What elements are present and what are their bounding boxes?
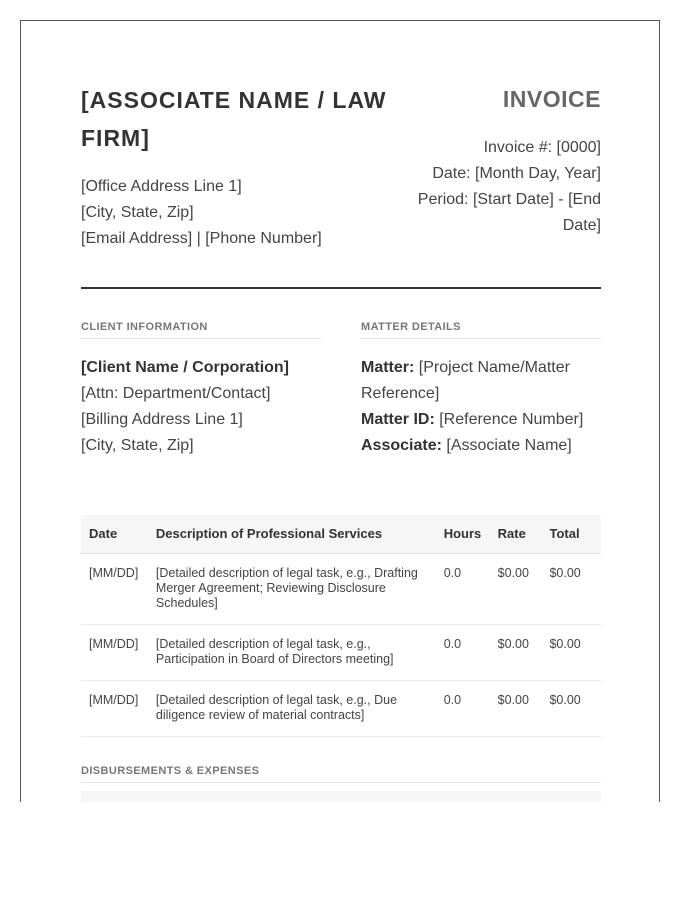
disbursements-heading: DISBURSEMENTS & EXPENSES (81, 765, 601, 783)
associate-row (361, 433, 601, 459)
row-hours: 0.0 (436, 625, 490, 681)
col-rate: Rate (490, 515, 542, 554)
row-hours: 0.0 (436, 554, 490, 625)
row-total: $0.00 (541, 681, 601, 737)
col-date: Date (81, 515, 148, 554)
invoice-meta (401, 135, 601, 239)
col-description: Description of Professional Services (148, 515, 436, 554)
row-date: [MM/DD] (81, 681, 148, 737)
matter-details (361, 355, 601, 459)
client-name: [Client Name / Corporation] (81, 359, 290, 376)
matter-id-row (361, 407, 601, 433)
row-date: [MM/DD] (81, 554, 148, 625)
invoice-period: Period: [Start Date] - [End Date] (417, 191, 601, 234)
row-description: [Detailed description of legal task, e.g., Due diligence review of material contracts] (148, 681, 436, 737)
row-description: [Detailed description of legal task, e.g., Participation in Board of Directors meeting] (148, 625, 436, 681)
row-total: $0.00 (541, 625, 601, 681)
firm-address-line-1: [Office Address Line 1] (81, 178, 242, 195)
services-table (81, 515, 601, 737)
invoice-title: INVOICE (502, 86, 601, 112)
row-rate: $0.00 (490, 625, 542, 681)
client-attn: [Attn: Department/Contact] (81, 385, 271, 402)
associate-label: Associate: (361, 437, 442, 454)
client-billing-address: [Billing Address Line 1] (81, 411, 243, 428)
header-divider (81, 287, 601, 289)
matter-label: Matter: (361, 359, 415, 376)
client-city-state-zip: [City, State, Zip] (81, 437, 194, 454)
row-date: [MM/DD] (81, 625, 148, 681)
col-hours: Hours (436, 515, 490, 554)
matter-value: [Project Name/Matter Reference] (361, 359, 570, 402)
client-info (81, 355, 321, 459)
table-row (81, 554, 601, 625)
col-total: Total (541, 515, 601, 554)
invoice-page (20, 20, 660, 802)
firm-name: [ASSOCIATE NAME / LAW FIRM] (81, 87, 387, 151)
matter-details-heading: MATTER DETAILS (361, 321, 601, 339)
row-hours: 0.0 (436, 681, 490, 737)
disbursements-table-header (81, 791, 601, 802)
associate-value: [Associate Name] (441, 437, 572, 454)
firm-address-line-2: [City, State, Zip] (81, 204, 194, 221)
row-rate: $0.00 (490, 554, 542, 625)
firm-address (81, 174, 411, 252)
client-info-heading: CLIENT INFORMATION (81, 321, 321, 339)
table-row (81, 625, 601, 681)
invoice-number: Invoice #: [0000] (483, 139, 601, 156)
table-row (81, 681, 601, 737)
matter-id-value: [Reference Number] (434, 411, 584, 428)
row-description: [Detailed description of legal task, e.g., Drafting Merger Agreement; Reviewing Disclosure Schedules] (148, 554, 436, 625)
firm-contact-line: [Email Address] | [Phone Number] (81, 230, 322, 247)
row-total: $0.00 (541, 554, 601, 625)
matter-row (361, 355, 601, 407)
matter-id-label: Matter ID: (361, 411, 435, 428)
invoice-date: Date: [Month Day, Year] (432, 165, 601, 182)
row-rate: $0.00 (490, 681, 542, 737)
services-header-row (81, 515, 601, 554)
